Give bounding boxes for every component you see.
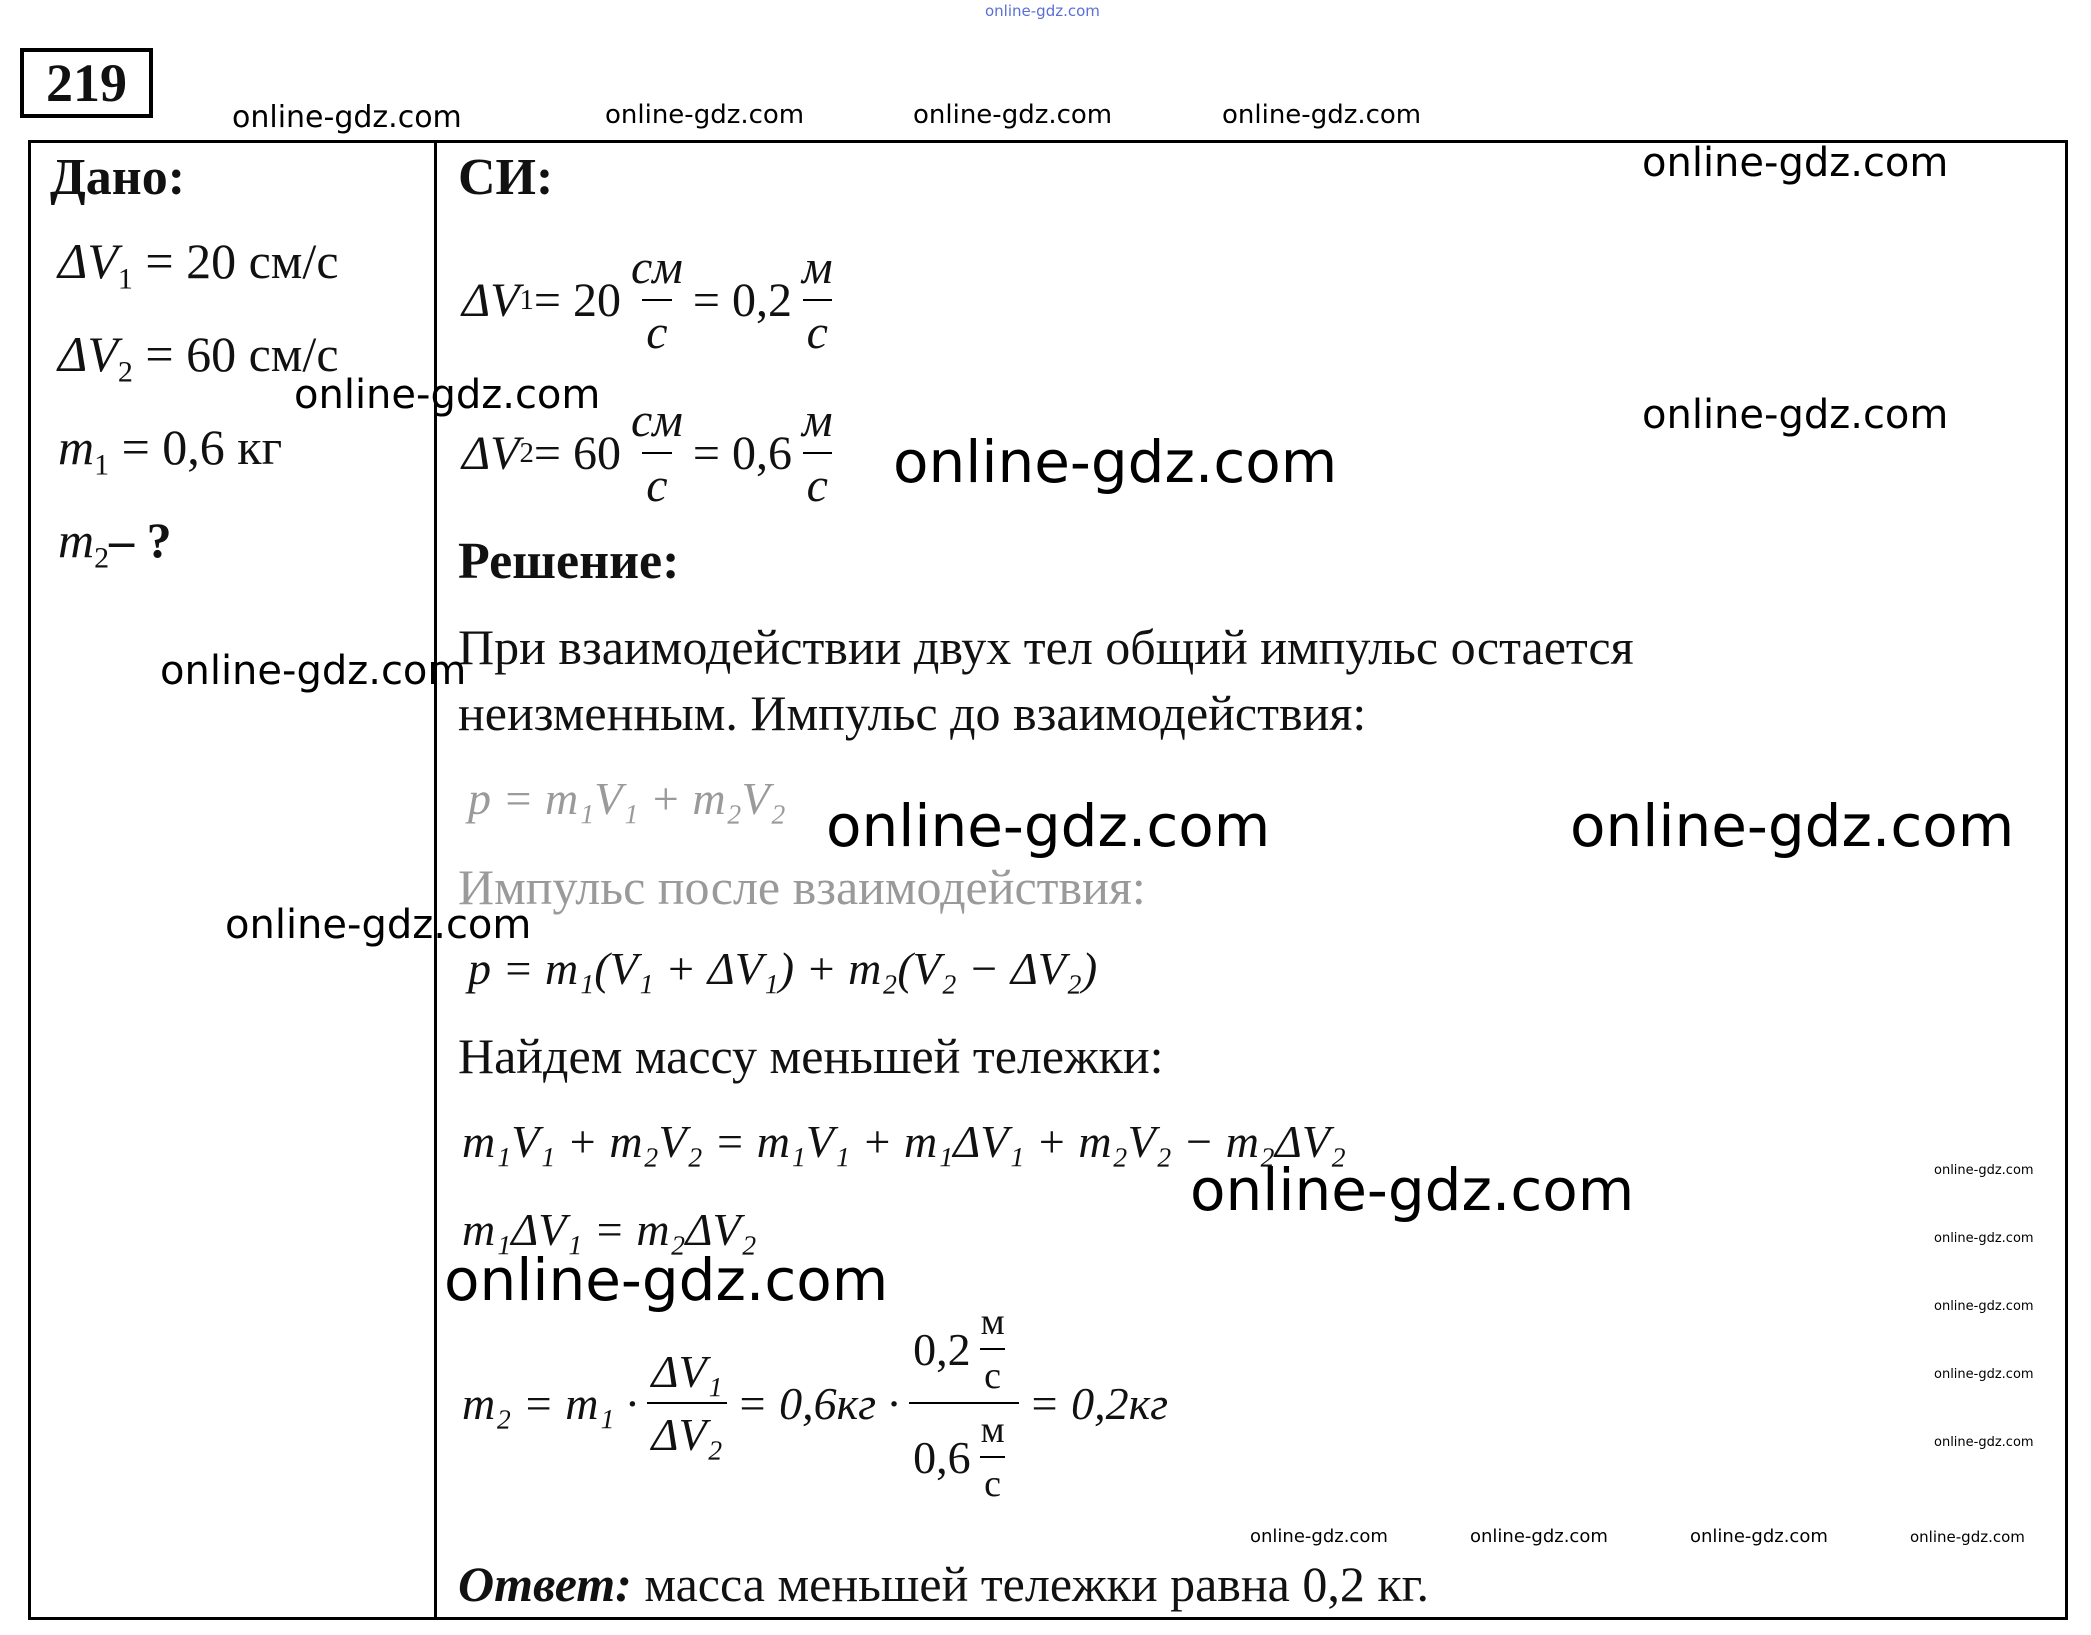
given-m2-unknown: – ? [109, 512, 172, 568]
given-title: Дано: [50, 149, 186, 206]
watermark: online-gdz.com [1190, 1156, 1635, 1224]
big-frac-den-unit [977, 1408, 1009, 1506]
si-row-2-eq2: = 0,6 [692, 426, 792, 480]
given-dv2-symbol: ΔV [58, 326, 118, 382]
answer-text: масса меньшей тележки равна 0,2 кг. [631, 1556, 1430, 1612]
equation-momentum-before: p = m₁V₁ + m₂V₂ [468, 773, 786, 824]
given-m2 [58, 511, 172, 576]
si-row-2-frac-1 [627, 393, 687, 513]
given-dv2-sub: 2 [117, 355, 133, 389]
watermark: online-gdz.com [1642, 140, 1949, 186]
si-row-1-eq: = 20 [533, 273, 621, 327]
given-dv1-sub: 1 [117, 262, 133, 296]
solution-paragraph-1-line-1: При взаимодействии двух тел общий импульс остается [458, 619, 1634, 675]
frac-num: м [980, 1409, 1005, 1451]
watermark: online-gdz.com [444, 1246, 889, 1314]
answer-label: Ответ: [458, 1556, 632, 1612]
watermark: online-gdz.com [232, 100, 462, 135]
problem-number: 219 [20, 48, 153, 118]
watermark: online-gdz.com [1470, 1526, 1608, 1547]
frac-num: ΔV₁ [651, 1346, 723, 1397]
si-row-2-eq: = 60 [533, 426, 621, 480]
given-dv2-value: = 60 см/с [132, 326, 339, 382]
given-m1 [58, 418, 282, 483]
frac-num: м [802, 241, 833, 294]
given-m2-sub: 2 [94, 541, 110, 575]
frac-num: см [630, 241, 683, 294]
frac-num: см [630, 394, 683, 447]
si-row-1-eq2: = 0,2 [692, 273, 792, 327]
watermark: online-gdz.com [225, 902, 532, 948]
watermark: online-gdz.com [1570, 792, 2015, 860]
solution-paragraph-1-line-2: неизменным. Импульс до взаимодействия: [458, 685, 1367, 741]
equation-result-mid: = 0,6кг · [736, 1377, 900, 1429]
given-dv1-symbol: ΔV [58, 233, 118, 289]
big-frac-num-value: 0,2 [913, 1323, 971, 1375]
si-row-1-sub: 1 [519, 283, 534, 316]
watermark: online-gdz.com [1934, 1231, 2034, 1246]
equation-simplified: m₁ΔV₁ = m₂ΔV₂ [462, 1204, 757, 1255]
answer [458, 1555, 1429, 1613]
watermark: online-gdz.com [893, 428, 1338, 496]
watermark: online-gdz.com [160, 648, 467, 694]
equation-balance: m₁V₁ + m₂V₂ = m₁V₁ + m₁ΔV₁ + m₂V₂ − m₂ΔV₂ [462, 1116, 1347, 1167]
si-row-1 [462, 240, 843, 360]
given-dv1 [58, 232, 339, 297]
frac-num: м [802, 394, 833, 447]
given-m2-symbol: m [58, 512, 95, 568]
si-row-2-sub: 2 [519, 436, 534, 469]
watermark: online-gdz.com [1690, 1526, 1828, 1547]
watermark: online-gdz.com [913, 100, 1113, 130]
equation-result-frac-dv [647, 1345, 726, 1461]
equation-result-big-frac [909, 1300, 1019, 1506]
watermark: online-gdz.com [605, 100, 805, 130]
solution-paragraph-2: Импульс после взаимодействия: [458, 859, 1146, 915]
frac-den: с [642, 452, 671, 513]
watermark: online-gdz.com [1934, 1163, 2034, 1178]
si-row-2-lhs: ΔV [462, 426, 520, 480]
equation-momentum-after: p = m₁(V₁ + ΔV₁) + m₂(V₂ − ΔV₂) [468, 943, 1098, 994]
watermark: online-gdz.com [1934, 1299, 2034, 1314]
given-m1-symbol: m [58, 419, 95, 475]
frac-den: с [803, 452, 832, 513]
frac-den: с [980, 1348, 1005, 1398]
si-row-2-frac-2 [798, 393, 837, 513]
watermark: online-gdz.com [1222, 100, 1422, 130]
frac-den: с [803, 299, 832, 360]
si-row-1-frac-2 [798, 240, 837, 360]
big-frac-den-value: 0,6 [913, 1431, 971, 1483]
si-row-1-lhs: ΔV [462, 273, 520, 327]
equation-result-value: = 0,2кг [1028, 1377, 1169, 1429]
watermark: online-gdz.com [1910, 1528, 2025, 1546]
big-frac-num-unit [977, 1300, 1009, 1398]
frac-num: м [980, 1301, 1005, 1343]
column-divider [434, 140, 437, 1620]
solution-title: Решение: [458, 533, 680, 590]
frac-den: ΔV₂ [647, 1402, 726, 1461]
solution-paragraph-3: Найдем массу меньшей тележки: [458, 1028, 1164, 1084]
watermark: online-gdz.com [826, 792, 1271, 860]
big-frac-num [909, 1300, 1019, 1402]
watermark: online-gdz.com [1934, 1367, 2034, 1382]
si-row-1-frac-1 [627, 240, 687, 360]
watermark: online-gdz.com [1642, 392, 1949, 438]
si-title: СИ: [458, 149, 554, 206]
watermark-top: online-gdz.com [985, 2, 1100, 20]
frac-den: с [980, 1456, 1005, 1506]
frac-den: с [642, 299, 671, 360]
given-dv1-value: = 20 см/с [132, 233, 339, 289]
big-frac-den [909, 1402, 1019, 1506]
given-m1-sub: 1 [94, 448, 110, 482]
watermark: online-gdz.com [1934, 1435, 2034, 1450]
equation-result-lhs: m₂ = m₁ · [462, 1377, 638, 1429]
equation-result [462, 1300, 1168, 1506]
given-m1-value: = 0,6 кг [109, 419, 283, 475]
watermark: online-gdz.com [294, 372, 601, 418]
watermark: online-gdz.com [1250, 1526, 1388, 1547]
